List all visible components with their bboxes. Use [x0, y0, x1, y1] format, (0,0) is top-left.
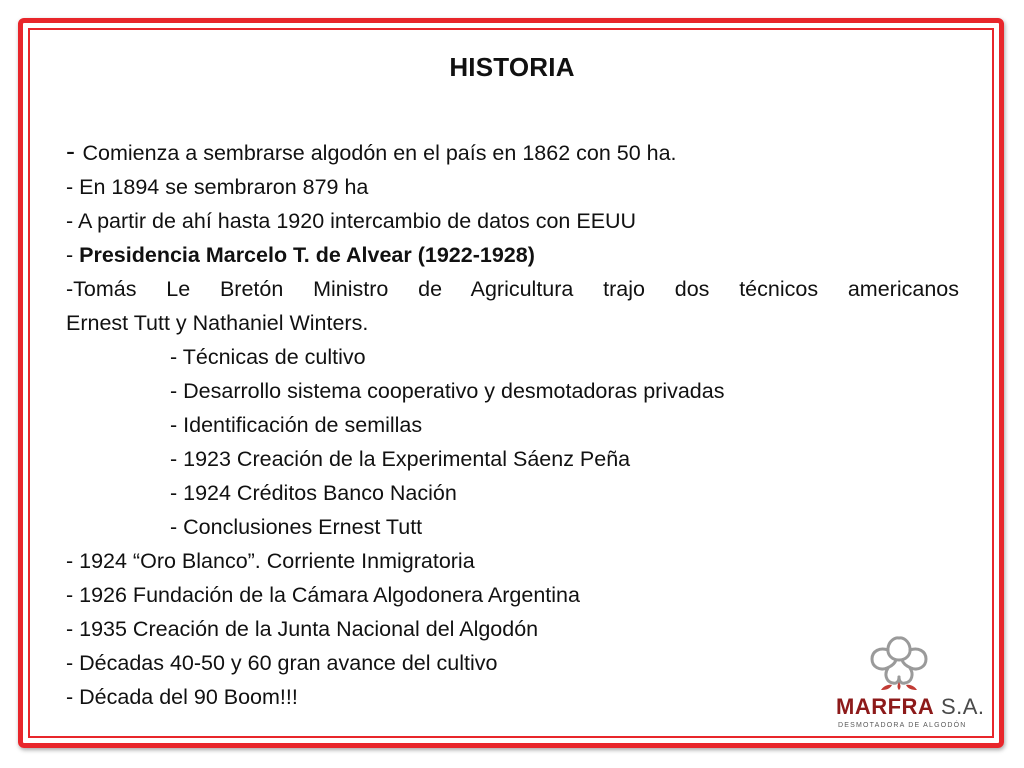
list-item [66, 238, 959, 272]
sub-item: - Conclusiones Ernest Tutt [170, 515, 423, 539]
sub-item: - Identificación de semillas [170, 413, 423, 437]
list-item-continuation: Ernest Tutt y Nathaniel Winters. [66, 311, 369, 335]
list-item: - 1926 Fundación de la Cámara Algodonera Argentina [66, 583, 580, 607]
list-item: - 1924 “Oro Blanco”. Corriente Inmigratoria [66, 549, 475, 573]
sub-item: - 1923 Creación de la Experimental Sáenz Peña [170, 447, 631, 471]
sub-item: - Técnicas de cultivo [170, 345, 366, 369]
list-item: - En 1894 se sembraron 879 ha [66, 175, 369, 199]
list-item-text: -Tomás Le Bretón Ministro de Agricultura trajo dos técnicos americanos [66, 277, 959, 301]
list-item: - A partir de ahí hasta 1920 intercambio de datos con EEUU [66, 209, 637, 233]
history-list [66, 134, 959, 714]
list-item-text: Comienza a sembrarse algodón en el país en 1862 con 50 ha. [82, 141, 677, 165]
company-logo [836, 630, 985, 730]
sub-item: - 1924 Créditos Banco Nación [170, 481, 457, 505]
list-item: - Década del 90 Boom!!! [66, 685, 298, 709]
cotton-flower-icon [862, 630, 936, 690]
list-dash: - [66, 136, 83, 166]
list-item-bold-text: Presidencia Marcelo T. de Alvear (1922-1928) [79, 243, 535, 267]
list-dash: - [66, 243, 80, 267]
list-item: - 1935 Creación de la Junta Nacional del Algodón [66, 617, 539, 641]
slide-title: HISTORIA [449, 52, 575, 82]
list-item-justified [66, 272, 959, 306]
sub-item: - Desarrollo sistema cooperativo y desmotadoras privadas [170, 379, 725, 403]
list-item [66, 134, 959, 170]
logo-brand: MARFRA [836, 694, 935, 719]
logo-suffix: S.A. [934, 694, 985, 719]
list-item: - Décadas 40-50 y 60 gran avance del cultivo [66, 651, 498, 675]
logo-tagline: DESMOTADORA DE ALGODÓN [838, 722, 967, 729]
logo-wordmark [836, 694, 985, 720]
